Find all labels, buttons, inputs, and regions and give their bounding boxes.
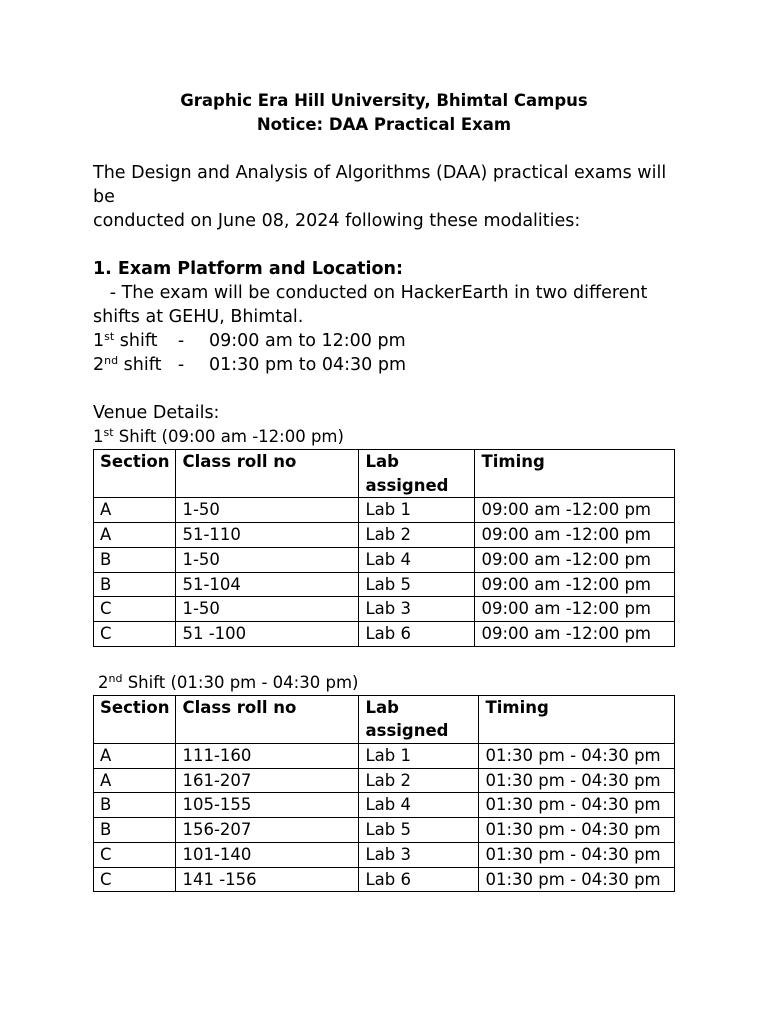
shift-schedule-1 [93, 329, 693, 353]
cell-section: B [94, 572, 176, 597]
shift-schedule-2 [93, 353, 693, 377]
cell-section: A [94, 768, 176, 793]
header-lab-line-2: assigned [365, 475, 449, 495]
caption-ordinal: nd [108, 671, 123, 685]
cell-roll: 111-160 [176, 744, 359, 769]
table-row [94, 547, 675, 572]
shift-ordinal: nd [104, 354, 119, 367]
cell-lab: Lab 2 [359, 768, 479, 793]
cell-roll: 156-207 [176, 818, 359, 843]
cell-section: B [94, 818, 176, 843]
cell-timing: 09:00 am -12:00 pm [475, 597, 675, 622]
cell-timing: 01:30 pm - 04:30 pm [479, 768, 675, 793]
cell-roll: 1-50 [176, 597, 359, 622]
cell-roll: 1-50 [176, 498, 359, 523]
shift-time: 09:00 am to 12:00 pm [209, 331, 406, 351]
header-lab [359, 695, 479, 743]
header-lab-line-1: Lab [365, 452, 399, 471]
cell-lab: Lab 6 [359, 621, 475, 646]
document-page [93, 89, 693, 892]
section-heading: 1. Exam Platform and Location: [93, 259, 403, 279]
header-timing: Timing [475, 450, 675, 498]
cell-roll: 101-140 [176, 842, 359, 867]
shift-2-caption [93, 671, 693, 695]
cell-lab: Lab 6 [359, 867, 479, 892]
cell-section: A [94, 498, 176, 523]
cell-lab: Lab 5 [359, 572, 475, 597]
shift-dash: - [177, 355, 185, 375]
header-roll: Class roll no [176, 450, 359, 498]
notice-title: Notice: DAA Practical Exam [256, 115, 512, 134]
cell-timing: 09:00 am -12:00 pm [475, 523, 675, 548]
header-lab-line-2: assigned [365, 721, 449, 741]
cell-section: B [94, 793, 176, 818]
cell-roll: 105-155 [176, 793, 359, 818]
venue-label: Venue Details: [93, 403, 220, 423]
cell-section: C [94, 842, 176, 867]
caption-number: 1 [93, 427, 104, 446]
cell-lab: Lab 5 [359, 818, 479, 843]
table-row [94, 768, 675, 793]
caption-text: Shift (09:00 am -12:00 pm) [113, 427, 344, 446]
table-row [94, 597, 675, 622]
institution-title: Graphic Era Hill University, Bhimtal Campus [180, 91, 588, 110]
shift-2-venue-table [93, 695, 675, 893]
table-row [94, 793, 675, 818]
cell-section: A [94, 744, 176, 769]
cell-roll: 51-104 [176, 572, 359, 597]
cell-timing: 09:00 am -12:00 pm [475, 621, 675, 646]
cell-roll: 141 -156 [176, 867, 359, 892]
cell-section: C [94, 621, 176, 646]
header-section: Section [94, 695, 176, 743]
header-section: Section [94, 450, 176, 498]
table-row [94, 842, 675, 867]
cell-timing: 01:30 pm - 04:30 pm [479, 793, 675, 818]
cell-roll: 161-207 [176, 768, 359, 793]
table-row [94, 572, 675, 597]
header-timing: Timing [479, 695, 675, 743]
table-row [94, 818, 675, 843]
platform-description-line-2: shifts at GEHU, Bhimtal. [93, 307, 304, 327]
cell-timing: 01:30 pm - 04:30 pm [479, 842, 675, 867]
cell-lab: Lab 1 [359, 744, 479, 769]
cell-timing: 01:30 pm - 04:30 pm [479, 867, 675, 892]
caption-text: Shift (01:30 pm - 04:30 pm) [122, 672, 359, 692]
table-row [94, 867, 675, 892]
shift-1-caption [93, 425, 693, 449]
cell-section: B [94, 547, 176, 572]
intro-line-1: The Design and Analysis of Algorithms (DAA) practical exams will be [93, 163, 667, 207]
table-row [94, 498, 675, 523]
cell-roll: 51-110 [176, 523, 359, 548]
cell-timing: 09:00 am -12:00 pm [475, 547, 675, 572]
shift-word: shift [118, 355, 162, 375]
cell-section: C [94, 597, 176, 622]
cell-lab: Lab 4 [359, 547, 475, 572]
cell-lab: Lab 2 [359, 523, 475, 548]
cell-lab: Lab 4 [359, 793, 479, 818]
shift-dash: - [177, 331, 185, 351]
cell-lab: Lab 3 [359, 597, 475, 622]
table-header-row [94, 450, 675, 498]
caption-number: 2 [98, 672, 109, 692]
caption-ordinal: st [103, 426, 114, 439]
table-row [94, 744, 675, 769]
cell-timing: 01:30 pm - 04:30 pm [479, 818, 675, 843]
platform-description-line-1: - The exam will be conducted on HackerEarth in two different [93, 283, 648, 303]
table-header-row [94, 695, 675, 743]
shift-ordinal: st [104, 330, 115, 343]
header-roll: Class roll no [176, 695, 359, 743]
cell-roll: 1-50 [176, 547, 359, 572]
header-lab [359, 450, 475, 498]
intro-line-2: conducted on June 08, 2024 following these modalities: [93, 211, 581, 231]
cell-section: C [94, 867, 176, 892]
cell-timing: 09:00 am -12:00 pm [475, 498, 675, 523]
header-lab-line-1: Lab [365, 697, 399, 717]
shift-number: 1 [93, 331, 105, 351]
table-row [94, 621, 675, 646]
shift-1-venue-table [93, 449, 675, 647]
shift-time: 01:30 pm to 04:30 pm [209, 355, 406, 375]
cell-roll: 51 -100 [176, 621, 359, 646]
cell-timing: 01:30 pm - 04:30 pm [479, 744, 675, 769]
cell-timing: 09:00 am -12:00 pm [475, 572, 675, 597]
cell-lab: Lab 3 [359, 842, 479, 867]
cell-lab: Lab 1 [359, 498, 475, 523]
shift-word: shift [114, 331, 158, 351]
shift-number: 2 [93, 355, 105, 375]
table-row [94, 523, 675, 548]
cell-section: A [94, 523, 176, 548]
